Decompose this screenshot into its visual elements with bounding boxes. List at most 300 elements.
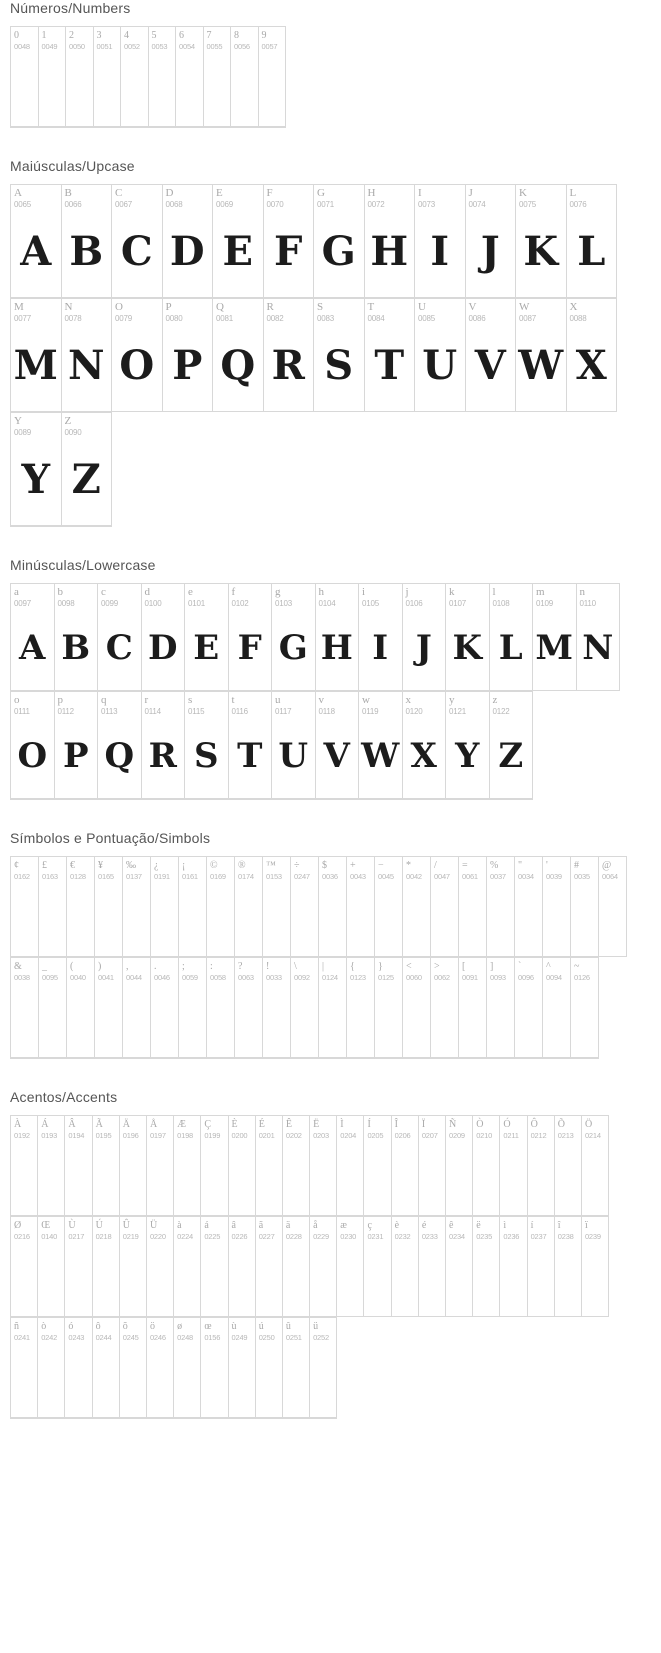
glyph-char-label: Ù: [68, 1220, 76, 1231]
glyph-code-label: 0043: [350, 872, 366, 881]
glyph-cell[interactable]: [347, 857, 375, 957]
glyph-preview: G: [321, 228, 356, 275]
glyph-cell[interactable]: [142, 692, 186, 799]
glyph-cell[interactable]: [62, 299, 113, 412]
glyph-code-label: 0163: [42, 872, 58, 881]
glyph-cell[interactable]: [283, 1116, 310, 1216]
glyph-char-label: 4: [124, 30, 129, 41]
glyph-cell[interactable]: [500, 1217, 527, 1317]
glyph-cell[interactable]: [11, 584, 55, 691]
glyph-cell[interactable]: [204, 27, 232, 127]
glyph-cell[interactable]: [316, 692, 360, 799]
glyph-cell[interactable]: [93, 1217, 120, 1317]
glyph-code-label: 0066: [64, 200, 82, 209]
glyph-cell[interactable]: [577, 584, 621, 691]
glyph-cell[interactable]: [151, 958, 179, 1058]
glyph-cell[interactable]: [500, 1116, 527, 1216]
glyph-cell[interactable]: [231, 27, 259, 127]
glyph-cell[interactable]: [392, 1217, 419, 1317]
glyph-cell[interactable]: [316, 584, 360, 691]
glyph-preview: [446, 1141, 472, 1215]
glyph-cell[interactable]: [473, 1116, 500, 1216]
glyph-cell[interactable]: [98, 692, 142, 799]
glyph-code-label: 0224: [177, 1232, 194, 1241]
glyph-cell[interactable]: [473, 1217, 500, 1317]
glyph-code-label: 0045: [378, 872, 394, 881]
glyph-code-label: 0196: [122, 1131, 139, 1140]
glyph-cell[interactable]: [11, 1318, 38, 1418]
glyph-code-label: 0072: [367, 200, 385, 209]
glyph-preview: [38, 1343, 64, 1417]
glyph-cell[interactable]: [337, 1217, 364, 1317]
glyph-code-label: 0203: [313, 1131, 329, 1140]
glyph-cell[interactable]: [359, 584, 403, 691]
glyph-cell-header: [310, 1318, 336, 1343]
glyph-cell-header: [95, 857, 122, 882]
glyph-cell[interactable]: [94, 27, 122, 127]
glyph-cell-header: [291, 958, 318, 983]
glyph-code-label: 0084: [367, 314, 385, 323]
glyph-cell[interactable]: [55, 692, 99, 799]
glyph-cell-header: [577, 584, 620, 609]
glyph-char-label: ): [98, 961, 102, 972]
glyph-preview: [229, 1141, 255, 1215]
glyph-cell[interactable]: [256, 1318, 283, 1418]
glyph-cell[interactable]: [201, 1217, 228, 1317]
glyph-code-label: 0250: [258, 1333, 275, 1342]
glyph-cell[interactable]: [272, 692, 316, 799]
glyph-cell[interactable]: [446, 584, 490, 691]
glyph-char-label: ~: [574, 961, 580, 972]
glyph-cell[interactable]: [528, 1116, 555, 1216]
glyph-preview: [39, 882, 66, 956]
glyph-cell[interactable]: [314, 185, 365, 298]
glyph-char-label: À: [14, 1119, 22, 1130]
glyph-cell[interactable]: [415, 299, 466, 412]
glyph-cell[interactable]: [147, 1318, 174, 1418]
glyph-cell[interactable]: [403, 958, 431, 1058]
glyph-char-label: `: [518, 961, 522, 972]
glyph-cell[interactable]: [207, 857, 235, 957]
glyph-cell[interactable]: [121, 27, 149, 127]
glyph-cell[interactable]: [365, 299, 416, 412]
glyph-cell[interactable]: [11, 185, 62, 298]
glyph-code-label: 0057: [261, 42, 278, 51]
glyph-cell[interactable]: [185, 692, 229, 799]
glyph-cell-header: [185, 692, 228, 717]
glyph-cell-header: [174, 1116, 200, 1141]
glyph-cell[interactable]: [55, 584, 99, 691]
glyph-cell[interactable]: [11, 27, 39, 127]
glyph-char-label: _: [42, 961, 47, 972]
glyph-char-label: ä: [285, 1220, 291, 1231]
glyph-cell[interactable]: [229, 1116, 256, 1216]
glyph-code-label: 0053: [151, 42, 168, 51]
glyph-cell[interactable]: [213, 185, 264, 298]
glyph-cell[interactable]: [149, 27, 177, 127]
glyph-cell[interactable]: [446, 1116, 473, 1216]
glyph-cell[interactable]: [375, 958, 403, 1058]
glyph-cell[interactable]: [291, 958, 319, 1058]
glyph-char-label: ': [546, 860, 548, 871]
glyph-cell[interactable]: [179, 857, 207, 957]
glyph-code-label: 0102: [231, 599, 249, 608]
glyph-cell[interactable]: [365, 185, 416, 298]
glyph-cell[interactable]: [11, 958, 39, 1058]
glyph-cell[interactable]: [543, 958, 571, 1058]
glyph-cell[interactable]: [403, 857, 431, 957]
glyph-cell[interactable]: [582, 1116, 609, 1216]
glyph-char-label: Á: [41, 1119, 49, 1130]
glyph-cell-header: [120, 1318, 146, 1343]
glyph-cell-header: [375, 958, 402, 983]
glyph-cell[interactable]: [62, 413, 113, 526]
glyph-cell-header: [147, 1318, 173, 1343]
glyph-char-label: ©: [210, 860, 218, 871]
section-title-accents: Acentos/Accents: [10, 1089, 118, 1105]
glyph-preview: [123, 983, 150, 1057]
glyph-code-label: 0097: [14, 599, 31, 608]
glyph-char-label: J: [468, 187, 473, 199]
glyph-cell[interactable]: [515, 857, 543, 957]
glyph-cell[interactable]: [543, 857, 571, 957]
glyph-cell-header: [359, 692, 402, 717]
glyph-cell[interactable]: [319, 958, 347, 1058]
glyph-cell[interactable]: [11, 1116, 38, 1216]
glyph-preview: [392, 1242, 418, 1316]
glyph-cell[interactable]: [415, 185, 466, 298]
glyph-cell[interactable]: [201, 1116, 228, 1216]
glyph-char-label: Ë: [313, 1119, 320, 1130]
glyph-cell[interactable]: [466, 299, 517, 412]
glyph-code-label: 0114: [144, 707, 161, 716]
glyph-code-label: 0205: [367, 1131, 384, 1140]
glyph-cell[interactable]: [229, 692, 273, 799]
section-title-uppercase: Maiúsculas/Upcase: [10, 158, 135, 174]
glyph-cell[interactable]: [515, 958, 543, 1058]
glyph-cell-header: [446, 1116, 472, 1141]
glyph-cell[interactable]: [459, 857, 487, 957]
section-spacer: [0, 800, 661, 830]
glyph-cell[interactable]: [567, 299, 618, 412]
glyph-cell[interactable]: [235, 857, 263, 957]
glyph-cell[interactable]: [95, 958, 123, 1058]
glyph-char-label: M: [14, 301, 24, 313]
glyph-cell[interactable]: [120, 1318, 147, 1418]
glyph-cell[interactable]: [403, 692, 447, 799]
glyph-preview: [375, 983, 402, 1057]
glyph-cell[interactable]: [555, 1116, 582, 1216]
glyph-cell-header: [259, 27, 286, 52]
glyph-cell[interactable]: [207, 958, 235, 1058]
glyph-preview: [599, 882, 626, 956]
glyph-preview: [310, 1343, 336, 1417]
glyph-cell[interactable]: [490, 692, 534, 799]
glyph-cell[interactable]: [11, 299, 62, 412]
glyph-cell[interactable]: [229, 584, 273, 691]
glyph-cell-header: [11, 1318, 37, 1343]
glyph-cell[interactable]: [66, 27, 94, 127]
glyph-preview: Q: [220, 342, 256, 389]
glyph-cell[interactable]: [264, 299, 315, 412]
glyph-cell[interactable]: [567, 185, 618, 298]
glyph-cell[interactable]: [283, 1318, 310, 1418]
glyph-cell[interactable]: [67, 958, 95, 1058]
glyph-cell-header: [11, 413, 61, 438]
glyph-cell[interactable]: [431, 857, 459, 957]
glyph-code-label: 0081: [216, 314, 233, 323]
glyph-cell[interactable]: [174, 1217, 201, 1317]
glyph-cell[interactable]: [263, 958, 291, 1058]
glyph-cell[interactable]: [65, 1116, 92, 1216]
glyph-grid-uppercase: [0, 184, 661, 527]
glyph-cell[interactable]: [229, 1318, 256, 1418]
glyph-cell[interactable]: [516, 299, 567, 412]
glyph-cell[interactable]: [555, 1217, 582, 1317]
glyph-code-label: 0169: [210, 872, 226, 881]
glyph-cell[interactable]: [263, 857, 291, 957]
glyph-cell[interactable]: [310, 1318, 337, 1418]
glyph-cell[interactable]: [466, 185, 517, 298]
glyph-char-label: Ì: [340, 1119, 344, 1130]
glyph-cell[interactable]: [446, 692, 490, 799]
glyph-cell[interactable]: [62, 185, 113, 298]
glyph-cell[interactable]: [120, 1116, 147, 1216]
glyph-cell-header: [38, 1318, 64, 1343]
glyph-code-label: 0080: [165, 314, 183, 323]
glyph-cell[interactable]: [65, 1318, 92, 1418]
glyph-code-label: 0245: [122, 1333, 139, 1342]
glyph-row: [10, 26, 286, 128]
glyph-cell[interactable]: [264, 185, 315, 298]
glyph-char-label: å: [313, 1220, 318, 1231]
glyph-cell[interactable]: [459, 958, 487, 1058]
glyph-preview: [263, 983, 290, 1057]
glyph-char-label: j: [405, 586, 409, 598]
glyph-cell[interactable]: [123, 958, 151, 1058]
glyph-cell[interactable]: [347, 958, 375, 1058]
glyph-cell-header: [11, 584, 54, 609]
glyph-code-label: 0231: [367, 1232, 384, 1241]
glyph-preview: [151, 882, 178, 956]
glyph-cell[interactable]: [11, 413, 62, 526]
glyph-cell[interactable]: [11, 692, 55, 799]
glyph-cell[interactable]: [314, 299, 365, 412]
glyph-cell[interactable]: [120, 1217, 147, 1317]
glyph-char-label: H: [367, 187, 376, 199]
glyph-cell-header: [174, 1318, 200, 1343]
glyph-cell[interactable]: [446, 1217, 473, 1317]
glyph-cell-header: [365, 185, 415, 210]
glyph-cell[interactable]: [38, 1116, 65, 1216]
glyph-cell-header: [11, 185, 61, 210]
glyph-cell[interactable]: [599, 857, 627, 957]
glyph-preview: [179, 882, 206, 956]
glyph-cell[interactable]: [256, 1217, 283, 1317]
glyph-char-label: =: [462, 860, 468, 871]
glyph-code-label: 0096: [518, 973, 534, 982]
glyph-cell-header: [319, 958, 346, 983]
glyph-cell-header: [473, 1116, 499, 1141]
glyph-cell-header: [314, 299, 364, 324]
glyph-cell-header: [174, 1217, 200, 1242]
glyph-cell[interactable]: [375, 857, 403, 957]
glyph-cell[interactable]: [487, 857, 515, 957]
glyph-preview: X: [410, 735, 437, 776]
glyph-section-lowercase: [0, 557, 661, 800]
glyph-cell[interactable]: [259, 27, 287, 127]
glyph-cell[interactable]: [11, 1217, 38, 1317]
glyph-cell[interactable]: [571, 958, 599, 1058]
glyph-code-label: 0110: [579, 599, 596, 608]
glyph-cell[interactable]: [98, 584, 142, 691]
glyph-cell[interactable]: [174, 1318, 201, 1418]
glyph-cell[interactable]: [571, 857, 599, 957]
glyph-cell[interactable]: [392, 1116, 419, 1216]
glyph-code-label: 0211: [503, 1131, 519, 1140]
glyph-cell[interactable]: [112, 185, 163, 298]
glyph-code-label: 0247: [294, 872, 310, 881]
glyph-char-label: á: [204, 1220, 209, 1231]
glyph-cell[interactable]: [65, 1217, 92, 1317]
glyph-preview: K: [452, 627, 483, 668]
glyph-char-label: I: [418, 187, 422, 199]
glyph-cell[interactable]: [516, 185, 567, 298]
glyph-cell[interactable]: [582, 1217, 609, 1317]
glyph-cell[interactable]: [147, 1217, 174, 1317]
glyph-preview: [235, 983, 262, 1057]
glyph-cell[interactable]: [185, 584, 229, 691]
glyph-cell[interactable]: [235, 958, 263, 1058]
glyph-code-label: 0226: [231, 1232, 248, 1241]
glyph-char-label: \: [294, 961, 297, 972]
glyph-char-label: i: [362, 586, 366, 598]
glyph-cell-header: [337, 1116, 363, 1141]
glyph-code-label: 0037: [490, 872, 506, 881]
glyph-cell[interactable]: [39, 958, 67, 1058]
glyph-code-label: 0192: [14, 1131, 30, 1140]
glyph-grid-lowercase: [0, 583, 661, 800]
glyph-cell[interactable]: [419, 1116, 446, 1216]
glyph-code-label: 0239: [584, 1232, 601, 1241]
glyph-char-label: D: [165, 187, 174, 199]
glyph-preview: [473, 1141, 499, 1215]
glyph-preview: [147, 1343, 173, 1417]
glyph-char-label: Ü: [149, 1220, 158, 1231]
glyph-cell[interactable]: [123, 857, 151, 957]
glyph-cell[interactable]: [38, 1318, 65, 1418]
glyph-cell[interactable]: [364, 1217, 391, 1317]
glyph-cell[interactable]: [403, 584, 447, 691]
glyph-cell[interactable]: [337, 1116, 364, 1216]
glyph-cell[interactable]: [490, 584, 534, 691]
glyph-cell[interactable]: [163, 185, 214, 298]
glyph-cell[interactable]: [364, 1116, 391, 1216]
glyph-preview: A: [19, 627, 46, 668]
glyph-cell[interactable]: [147, 1116, 174, 1216]
glyph-preview: [528, 1141, 554, 1215]
glyph-preview: [403, 882, 430, 956]
glyph-cell[interactable]: [39, 27, 67, 127]
glyph-cell-header: [55, 692, 98, 717]
glyph-preview: [179, 983, 206, 1057]
glyph-cell[interactable]: [272, 584, 316, 691]
glyph-preview: N: [582, 627, 614, 668]
glyph-char-label: à: [177, 1220, 182, 1231]
glyph-char-label: ]: [490, 961, 494, 972]
glyph-cell-header: [263, 857, 290, 882]
glyph-code-label: 0119: [362, 707, 379, 716]
glyph-cell-header: [264, 299, 314, 324]
glyph-char-label: ¥: [98, 860, 103, 871]
glyph-cell[interactable]: [533, 584, 577, 691]
glyph-cell[interactable]: [229, 1217, 256, 1317]
glyph-cell[interactable]: [256, 1116, 283, 1216]
glyph-cell[interactable]: [38, 1217, 65, 1317]
glyph-cell[interactable]: [142, 584, 186, 691]
glyph-cell[interactable]: [11, 857, 39, 957]
glyph-char-label: e: [188, 586, 193, 598]
glyph-cell-header: [264, 185, 314, 210]
glyph-cell[interactable]: [359, 692, 403, 799]
glyph-cell[interactable]: [93, 1116, 120, 1216]
glyph-cell[interactable]: [163, 299, 214, 412]
glyph-cell-header: [123, 958, 150, 983]
glyph-cell[interactable]: [213, 299, 264, 412]
glyph-cell[interactable]: [179, 958, 207, 1058]
glyph-cell[interactable]: [95, 857, 123, 957]
glyph-char-label: ê: [449, 1220, 454, 1231]
glyph-cell[interactable]: [176, 27, 204, 127]
glyph-cell[interactable]: [93, 1318, 120, 1418]
glyph-code-label: 0079: [115, 314, 132, 323]
glyph-cell[interactable]: [201, 1318, 228, 1418]
glyph-cell[interactable]: [310, 1116, 337, 1216]
glyph-cell[interactable]: [151, 857, 179, 957]
glyph-cell[interactable]: [431, 958, 459, 1058]
glyph-cell-header: [316, 584, 359, 609]
glyph-cell[interactable]: [174, 1116, 201, 1216]
glyph-cell[interactable]: [528, 1217, 555, 1317]
glyph-cell-header: [567, 299, 617, 324]
glyph-preview: C: [120, 228, 153, 275]
glyph-cell-header: [415, 185, 465, 210]
glyph-cell[interactable]: [39, 857, 67, 957]
glyph-cell[interactable]: [291, 857, 319, 957]
glyph-preview: [11, 52, 38, 126]
glyph-cell[interactable]: [319, 857, 347, 957]
glyph-cell-header: [528, 1217, 554, 1242]
glyph-preview: [176, 52, 203, 126]
glyph-char-label: m: [536, 586, 545, 598]
glyph-preview: [11, 1141, 37, 1215]
glyph-cell[interactable]: [112, 299, 163, 412]
glyph-cell[interactable]: [310, 1217, 337, 1317]
glyph-cell[interactable]: [487, 958, 515, 1058]
glyph-char-label: g: [275, 586, 281, 598]
glyph-code-label: 0210: [476, 1131, 493, 1140]
glyph-grid-numbers: [0, 26, 661, 128]
glyph-preview: [39, 983, 66, 1057]
glyph-cell[interactable]: [419, 1217, 446, 1317]
glyph-cell[interactable]: [67, 857, 95, 957]
glyph-cell-header: [533, 584, 576, 609]
glyph-cell-header: [283, 1217, 309, 1242]
glyph-preview: [337, 1141, 363, 1215]
glyph-cell[interactable]: [283, 1217, 310, 1317]
glyph-cell-header: [39, 27, 66, 52]
glyph-char-label: K: [519, 187, 527, 199]
